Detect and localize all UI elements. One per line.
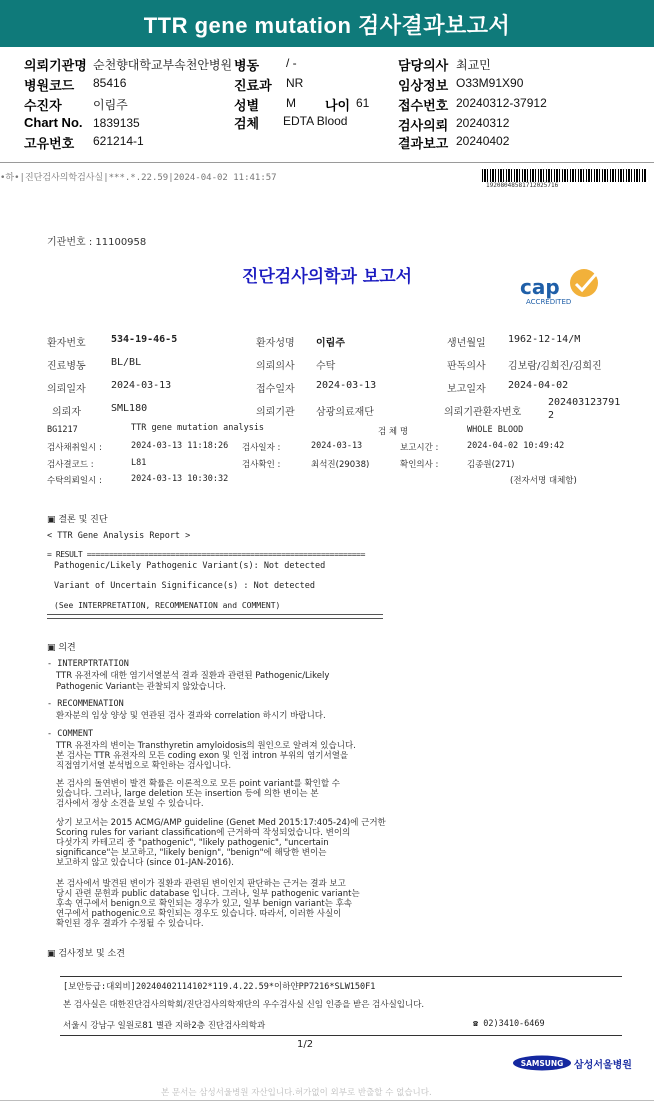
field-key-chart-no: Chart No. <box>24 115 83 130</box>
interpretation-line: TTR 유전자에 대한 염기서열분석 결과 질환과 관련된 Pathogenic/Likely <box>56 671 330 681</box>
field-value-chart-no: 1839135 <box>93 116 140 130</box>
comment-line: Scoring rules for variant classification에 근거하여 작성되었습니다. 변이의 <box>56 828 351 838</box>
field-value-report-date: 20240402 <box>456 134 510 148</box>
comment-line: significance"는 보고하고, "likely benign", "benign"에 해당한 변이는 <box>56 848 327 858</box>
field-key-receipt-no: 접수번호 <box>398 98 449 113</box>
doctor-value: 김종원(271) <box>467 460 515 470</box>
doctor-label: 확인의사 : <box>400 460 439 470</box>
field-key-age: 나이 <box>325 98 351 113</box>
comment-line: 본 검사의 돌연변이 발견 확률은 이론적으로 모든 point variant를 확인할 수 <box>56 779 340 789</box>
barcode-number: 192080485817120257​16 <box>486 182 559 189</box>
esign-note: (전자서명 대체함) <box>510 476 577 486</box>
field-value-patient: 이림주 <box>93 98 128 112</box>
security-line: [보안등급:대외비]20240402114102*119.4.22.59*이하얀PP7216*SLW150F1 <box>63 982 376 992</box>
reading-doctor-value: 김보람/김희진/김희진 <box>508 361 602 372</box>
cap-logo-icon <box>518 268 608 308</box>
barcode <box>482 169 647 182</box>
comment-line: 후속 연구에서 benign으로 확인되는 경우가 있고, 일부 benign variant는 후속 <box>56 899 352 909</box>
result-end-divider <box>47 614 383 619</box>
comment-line: 연구에서 pathogenic으로 확인되는 경우도 있습니다. 따라서, 이러한 사실이 <box>56 909 342 919</box>
confirm-value: 최석진(29038) <box>311 460 370 470</box>
test-code: BG1217 <box>47 425 78 435</box>
comment-line: 검사에서 정상 소견을 보일 수 있습니다. <box>56 799 204 809</box>
result-pathogenic: Pathogenic/Likely Pathogenic Variant(s): Not detected <box>54 561 326 571</box>
samsung-logo <box>512 1055 572 1071</box>
reading-doctor-key: 판독의사 <box>447 361 486 372</box>
req-doctor-value: 수탁 <box>316 361 336 372</box>
field-key-report-date: 결과보고 <box>398 136 449 151</box>
req-doctor-key: 의뢰의사 <box>256 361 295 372</box>
field-value-age: 61 <box>356 96 370 110</box>
page-bottom-line <box>0 1100 654 1101</box>
field-value-hospital-code: 85416 <box>93 76 127 90</box>
recommendation-line: 환자분의 임상 양상 및 연관된 검사 결과와 correlation 하시기 바랍니다. <box>56 711 326 721</box>
collect-value: 2024-03-13 11:18:26 <box>131 441 229 451</box>
certification-text: 본 검사실은 대한진단검사의학회/진단검사의학재단의 우수검사실 신임 인증을 받은 검사실입니다. <box>63 1000 425 1010</box>
result-see-note: (See INTERPRETATION, RECOMMENATION and COMMENT) <box>54 601 281 610</box>
result-section-title: ▣ 결론 및 진단 <box>47 515 108 525</box>
field-value-clinical: O33M91X90 <box>456 76 524 90</box>
report-header-title: TTR gene mutation 검사결과보고서 <box>143 13 511 38</box>
cap-logo-text: cap <box>520 275 560 299</box>
recommendation-heading: - RECOMMENATION <box>47 699 124 709</box>
field-key-specimen: 검체 <box>234 116 260 131</box>
agency-patient-no-cont: 2 <box>548 410 555 421</box>
comment-line: 본 검사는 TTR 유전자의 모든 coding exon 및 인접 intron 부위의 염기서열을 <box>56 751 349 761</box>
field-value-dept: NR <box>286 76 304 90</box>
field-key-ward: 병동 <box>234 58 260 73</box>
patient-name-value: 이림주 <box>316 338 345 349</box>
req-agency-key: 의뢰기관 <box>256 407 295 418</box>
collect-label: 검사채취일시 : <box>47 443 102 453</box>
report-time-label: 보고시간 : <box>400 443 439 453</box>
requester-key: 의뢰자 <box>52 407 81 418</box>
interpretation-line: Pathogenic Variant는 관찰되지 않았습니다. <box>56 682 226 692</box>
phone-text: ☎ 02)3410-6469 <box>473 1019 545 1029</box>
footer-divider <box>60 976 622 977</box>
test-date-label: 검사일자 : <box>242 443 281 453</box>
comment-line: 당시 관련 문헌과 public database 입니다. 그러나, 일부 pathogenic variant는 <box>56 889 360 899</box>
disclaimer-text: 본 문서는 삼성서울병원 자산입니다.허가없이 외부로 반출할 수 없습니다. <box>161 1088 432 1098</box>
birth-value: 1962-12-14/M <box>508 334 581 345</box>
comment-heading: - COMMENT <box>47 729 94 739</box>
patient-no-key: 환자번호 <box>47 338 86 349</box>
accept-value: 2024-03-13 10:30:32 <box>131 474 229 484</box>
field-key-agency: 의뢰기관명 <box>24 58 87 73</box>
comment-line: 직접염기서열 분석법으로 확인하는 검사입니다. <box>56 761 232 771</box>
field-value-unique-no: 621214-1 <box>93 134 144 148</box>
page-number: 1/2 <box>297 1039 314 1050</box>
report-date-key: 보고일자 <box>447 384 486 395</box>
header-divider <box>0 162 654 163</box>
cap-accredited-logo <box>518 268 608 308</box>
specimen-value: WHOLE BLOOD <box>467 425 524 435</box>
comment-line: 보고하지 않고 있습니다 (since 01-JAN-2016). <box>56 858 234 868</box>
field-value-agency: 순천향대학교부속천안병원 <box>93 58 233 72</box>
field-key-clinical: 임상정보 <box>398 78 449 93</box>
samsung-logo-text: SAMSUNG <box>520 1059 564 1068</box>
field-key-dept: 진료과 <box>234 78 272 93</box>
comment-line: 본 검사에서 발견된 변이가 질환과 관련된 변이인지 판단하는 근거는 결과 보고 <box>56 879 346 889</box>
print-info: •하•|진단검사의학검사실|***.*.22.59|2024-04-02 11:41:57 <box>0 173 277 183</box>
hospital-name: 삼성서울병원 <box>574 1060 632 1071</box>
analysis-report-title: < TTR Gene Analysis Report > <box>47 531 191 541</box>
agency-patient-no-key: 의뢰기관환자번호 <box>444 407 522 418</box>
footer-bottom-divider <box>60 1035 622 1036</box>
result-code-label: 검사결코드 : <box>47 460 94 470</box>
cap-accredited-text: ACCREDITED <box>526 298 572 306</box>
specimen-label: 검 체 명 <box>378 427 409 437</box>
field-key-sex: 성별 <box>234 98 260 113</box>
patient-no-value: 534-19-46-5 <box>111 334 178 345</box>
report-title: 진단검사의학과 보고서 <box>241 267 413 287</box>
comment-line: TTR 유전자의 변이는 Transthyretin amyloidosis의 원인으로 알려져 있습니다. <box>56 741 356 751</box>
agency-patient-no-value: 202403123791 <box>548 397 621 408</box>
report-time-value: 2024-04-02 10:49:42 <box>467 441 565 451</box>
field-value-ward: / - <box>286 56 297 70</box>
field-key-unique-no: 고유번호 <box>24 136 75 151</box>
result-code-value: L81 <box>131 458 147 468</box>
field-key-patient: 수진자 <box>24 98 62 113</box>
test-date-value: 2024-03-13 <box>311 441 363 451</box>
comment-line: 있습니다. 그러나, large deletion 또는 insertion 등에 의한 변이는 본 <box>56 789 319 799</box>
opinion-section-title: ▣ 의견 <box>47 643 76 653</box>
requester-value: SML180 <box>111 403 148 414</box>
request-date-key: 의뢰일자 <box>47 384 86 395</box>
comment-line: 다섯가지 카테고리 중 "pathogenic", "likely pathogenic", "uncertain <box>56 838 329 848</box>
field-value-specimen: EDTA Blood <box>283 114 348 128</box>
receipt-date-value: 2024-03-13 <box>316 380 377 391</box>
result-divider: = RESULT =============================================================== <box>47 550 365 559</box>
patient-name-key: 환자성명 <box>256 338 295 349</box>
request-date-value: 2024-03-13 <box>111 380 172 391</box>
field-key-doctor: 담당의사 <box>398 58 449 73</box>
accept-label: 수탁의뢰일시 : <box>47 476 102 486</box>
field-key-request-date: 검사의뢰 <box>398 118 449 133</box>
test-name: TTR gene mutation analysis <box>131 423 265 433</box>
field-key-hospital-code: 병원코드 <box>24 78 75 93</box>
ward-value: BL/BL <box>111 357 142 368</box>
info-section-title: ▣ 검사정보 및 소견 <box>47 949 125 959</box>
field-value-request-date: 20240312 <box>456 116 510 130</box>
address-text: 서울시 강남구 일원로81 별관 지하2층 진단검사의학과 <box>63 1021 266 1031</box>
samsung-logo-icon <box>512 1055 572 1071</box>
birth-key: 생년월일 <box>447 338 486 349</box>
receipt-date-key: 접수일자 <box>256 384 295 395</box>
result-vus: Variant of Uncertain Significance(s) : Not detected <box>54 581 315 591</box>
comment-line: 확인된 경우 결과가 수정될 수 있습니다. <box>56 919 204 929</box>
field-value-receipt-no: 20240312-37912 <box>456 96 547 110</box>
req-agency-value: 삼광의료재단 <box>316 407 374 418</box>
field-value-doctor: 최교민 <box>456 58 491 72</box>
field-value-sex: M <box>286 96 296 110</box>
ward-key: 진료병동 <box>47 361 86 372</box>
report-date-value: 2024-04-02 <box>508 380 569 391</box>
comment-line: 상기 보고서는 2015 ACMG/AMP guideline (Genet Med 2015:17:405-24)에 근거한 <box>56 818 386 828</box>
interpretation-heading: - INTERPTRTATION <box>47 659 129 669</box>
confirm-label: 검사확인 : <box>242 460 281 470</box>
agency-number: 기관번호 : 11100958 <box>47 237 147 248</box>
